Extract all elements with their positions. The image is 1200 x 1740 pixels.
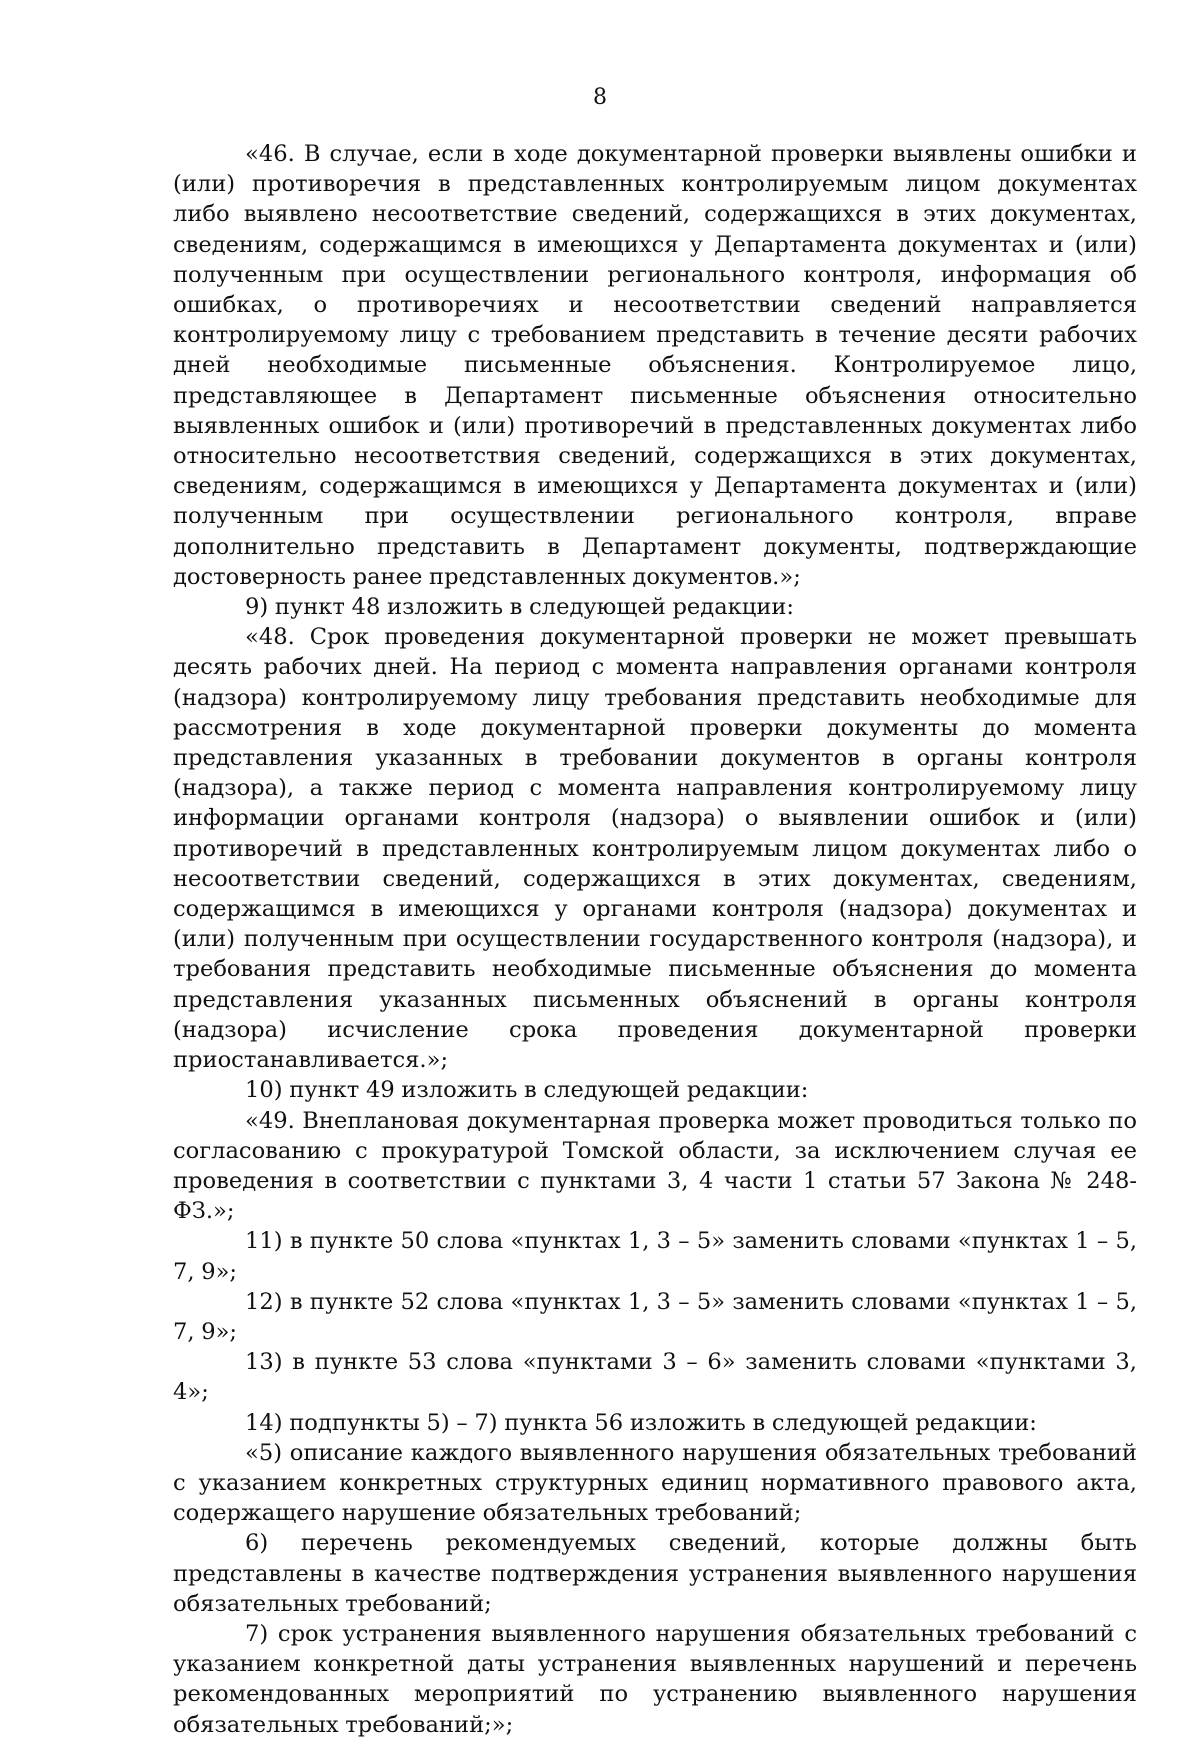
paragraph-item-13: 13) в пункте 53 слова «пунктами 3 – 6» заменить словами «пунктами 3, 4»; xyxy=(173,1349,1137,1406)
document-body xyxy=(173,139,1137,1740)
paragraph-item-11: 11) в пункте 50 слова «пунктах 1, 3 – 5» заменить словами «пунктах 1 – 5, 7, 9»; xyxy=(173,1228,1137,1285)
subparagraph-5: «5) описание каждого выявленного нарушения обязательных требований с указанием конкретных структурных единиц нормативного правового акта, содержащего нарушение обязательных требований; xyxy=(173,1439,1137,1527)
paragraph-item-12: 12) в пункте 52 слова «пунктах 1, 3 – 5» заменить словами «пунктах 1 – 5, 7, 9»; xyxy=(173,1288,1137,1345)
paragraph-item-10: 10) пункт 49 изложить в следующей редакции: xyxy=(245,1077,809,1104)
paragraph-46: «46. В случае, если в ходе документарной проверки выявлены ошибки и (или) противоречия в представленных контролируемым лицом документах либо выявлено несоответствие сведений, содержащихся в этих документах, сведениям, содержащимся в имеющихся у Департамента документах и (или) полученным при осуществлении регионального контроля, информация об ошибках, о противоречиях и несоответствии сведений направляется контролируемому лицу с требованием представить в течение десяти рабочих дней необходимые письменные объяснения. Контролируемое лицо, представляющее в Департамент письменные объяснения относительно выявленных ошибок и (или) противоречий в представленных документах либо относительно несоответствия сведений, содержащихся в этих документах, сведениям, содержащимся в имеющихся у Департамента документах и (или) полученным при осуществлении регионального контроля, вправе дополнительно представить в Департамент документы, подтверждающие достоверность ранее представленных документов.»; xyxy=(173,141,1137,590)
paragraph-48: «48. Срок проведения документарной проверки не может превышать десять рабочих дней. На период с момента направления органами контроля (надзора) контролируемому лицу требования представить необходимые для рассмотрения в ходе документарной проверки документы до момента представления указанных в требовании документов в органы контроля (надзора), а также период с момента направления контролируемому лицу информации органами контроля (надзора) о выявлении ошибок и (или) противоречий в представленных контролируемым лицом документах либо о несоответствии сведений, содержащихся в этих документах, сведениям, содержащимся в имеющихся у органами контроля (надзора) документах и (или) полученным при осуществлении государственного контроля (надзора), и требования представить необходимые письменные объяснения до момента представления указанных письменных объяснений в органы контроля (надзора) исчисление срока проведения документарной проверки приостанавливается.»; xyxy=(173,624,1137,1074)
subparagraph-7: 7) срок устранения выявленного нарушения обязательных требований с указанием конкретной даты устранения выявленных нарушений и перечень рекомендованных мероприятий по устранению выявленного нарушения обязательных требований;»; xyxy=(173,1620,1137,1738)
paragraph-item-14: 14) подпункты 5) – 7) пункта 56 изложить в следующей редакции: xyxy=(245,1409,1037,1436)
subparagraph-6: 6) перечень рекомендуемых сведений, которые должны быть представлены в качестве подтверждения устранения выявленного нарушения обязательных требований; xyxy=(173,1530,1137,1617)
paragraph-49: «49. Внеплановая документарная проверка может проводиться только по согласованию с прокуратурой Томской области, за исключением случая ее проведения в соответствии с пунктами 3, 4 части 1 статьи 57 Закона № 248-ФЗ.»; xyxy=(173,1107,1137,1225)
paragraph-item-9: 9) пункт 48 изложить в следующей редакции: xyxy=(245,594,795,621)
page-number: 8 xyxy=(593,85,607,110)
